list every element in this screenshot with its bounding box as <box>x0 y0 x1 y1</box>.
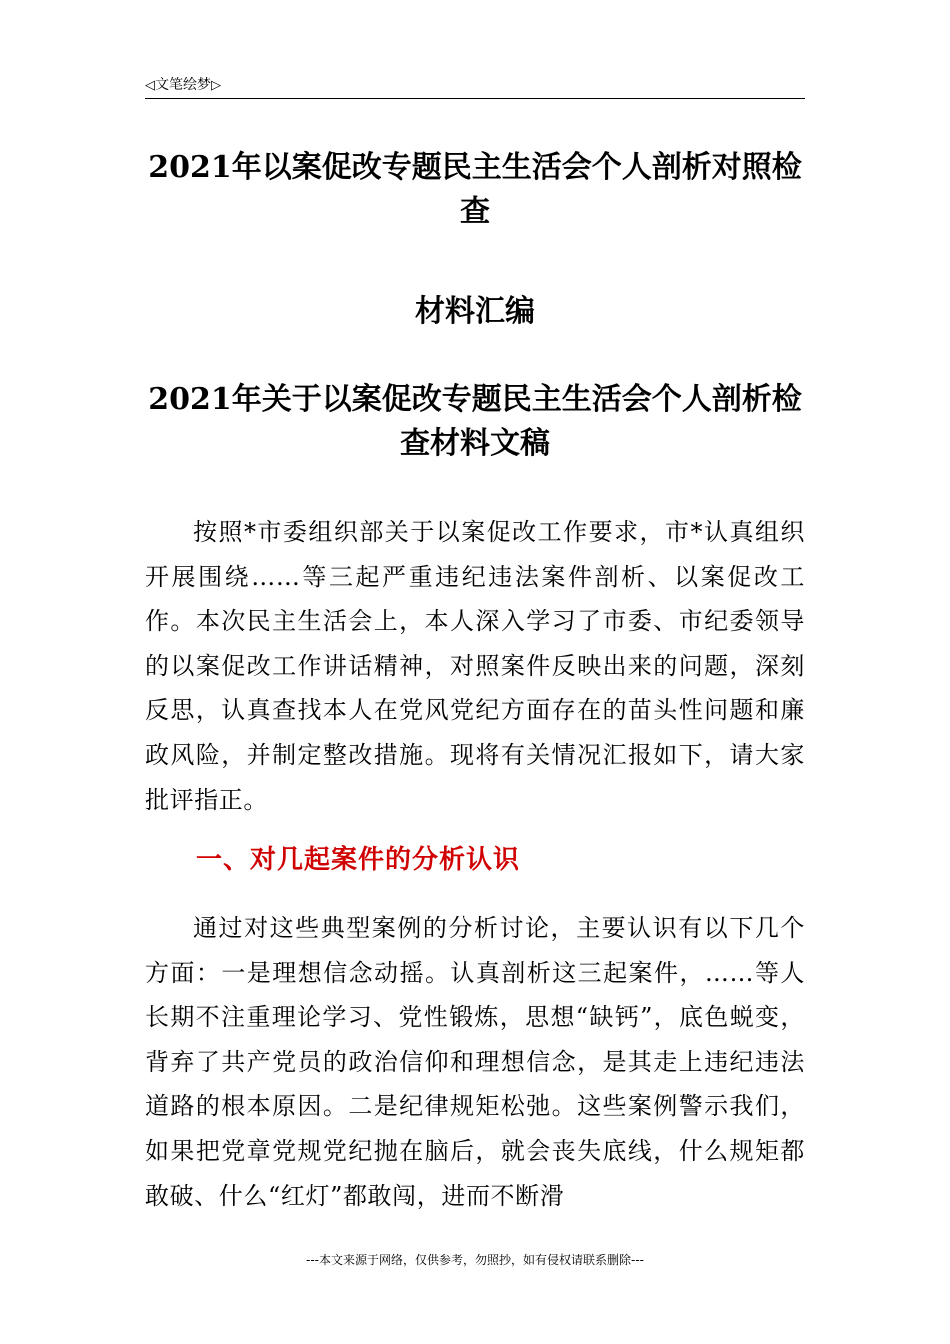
section-heading: 一、对几起案件的分析认识 <box>196 845 521 875</box>
page-header <box>145 74 805 99</box>
analysis-paragraph: 通过对这些典型案例的分析讨论，主要认识有以下几个方面：一是理想信念动摇。认真剖析这三起案件，……等人长期不注重理论学习、党性锻炼，思想“缺钙”，底色蜕变，背弃了共产党员的政治信仰和理想信念，是其走上违纪违法道路的根本原因。二是纪律规矩松弛。这些案例警示我们，如果把党章党规党纪抛在脑后，就会丧失底线，什么规矩都敢破、什么“红灯”都敢闯，进而不断滑 <box>145 914 805 1210</box>
document-title-line2: 材料汇编 <box>415 294 535 329</box>
right-triangle-icon: ▷ <box>211 78 221 93</box>
left-triangle-icon: ◁ <box>145 78 155 93</box>
document-subtitle: 2021年关于以案促改专题民主生活会个人剖析检查材料文稿 <box>148 382 802 461</box>
header-label <box>145 76 221 95</box>
header-brand-text: 文笔绘梦 <box>155 77 211 93</box>
document-title: 2021年以案促改专题民主生活会个人剖析对照检查 <box>148 150 802 229</box>
intro-paragraph: 按照*市委组织部关于以案促改工作要求，市*认真组织开展围绕……等三起严重违纪违法案件剖析、以案促改工作。本次民主生活会上，本人深入学习了市委、市纪委领导的以案促改工作讲话精神，对照案件反映出来的问题，深刻反思，认真查找本人在党风党纪方面存在的苗头性问题和廉政风险，并制定整改措施。现将有关情况汇报如下，请大家批评指正。 <box>145 518 805 814</box>
page-footer: ---本文来源于网络，仅供参考，勿照抄，如有侵权请联系删除--- <box>306 1253 644 1267</box>
